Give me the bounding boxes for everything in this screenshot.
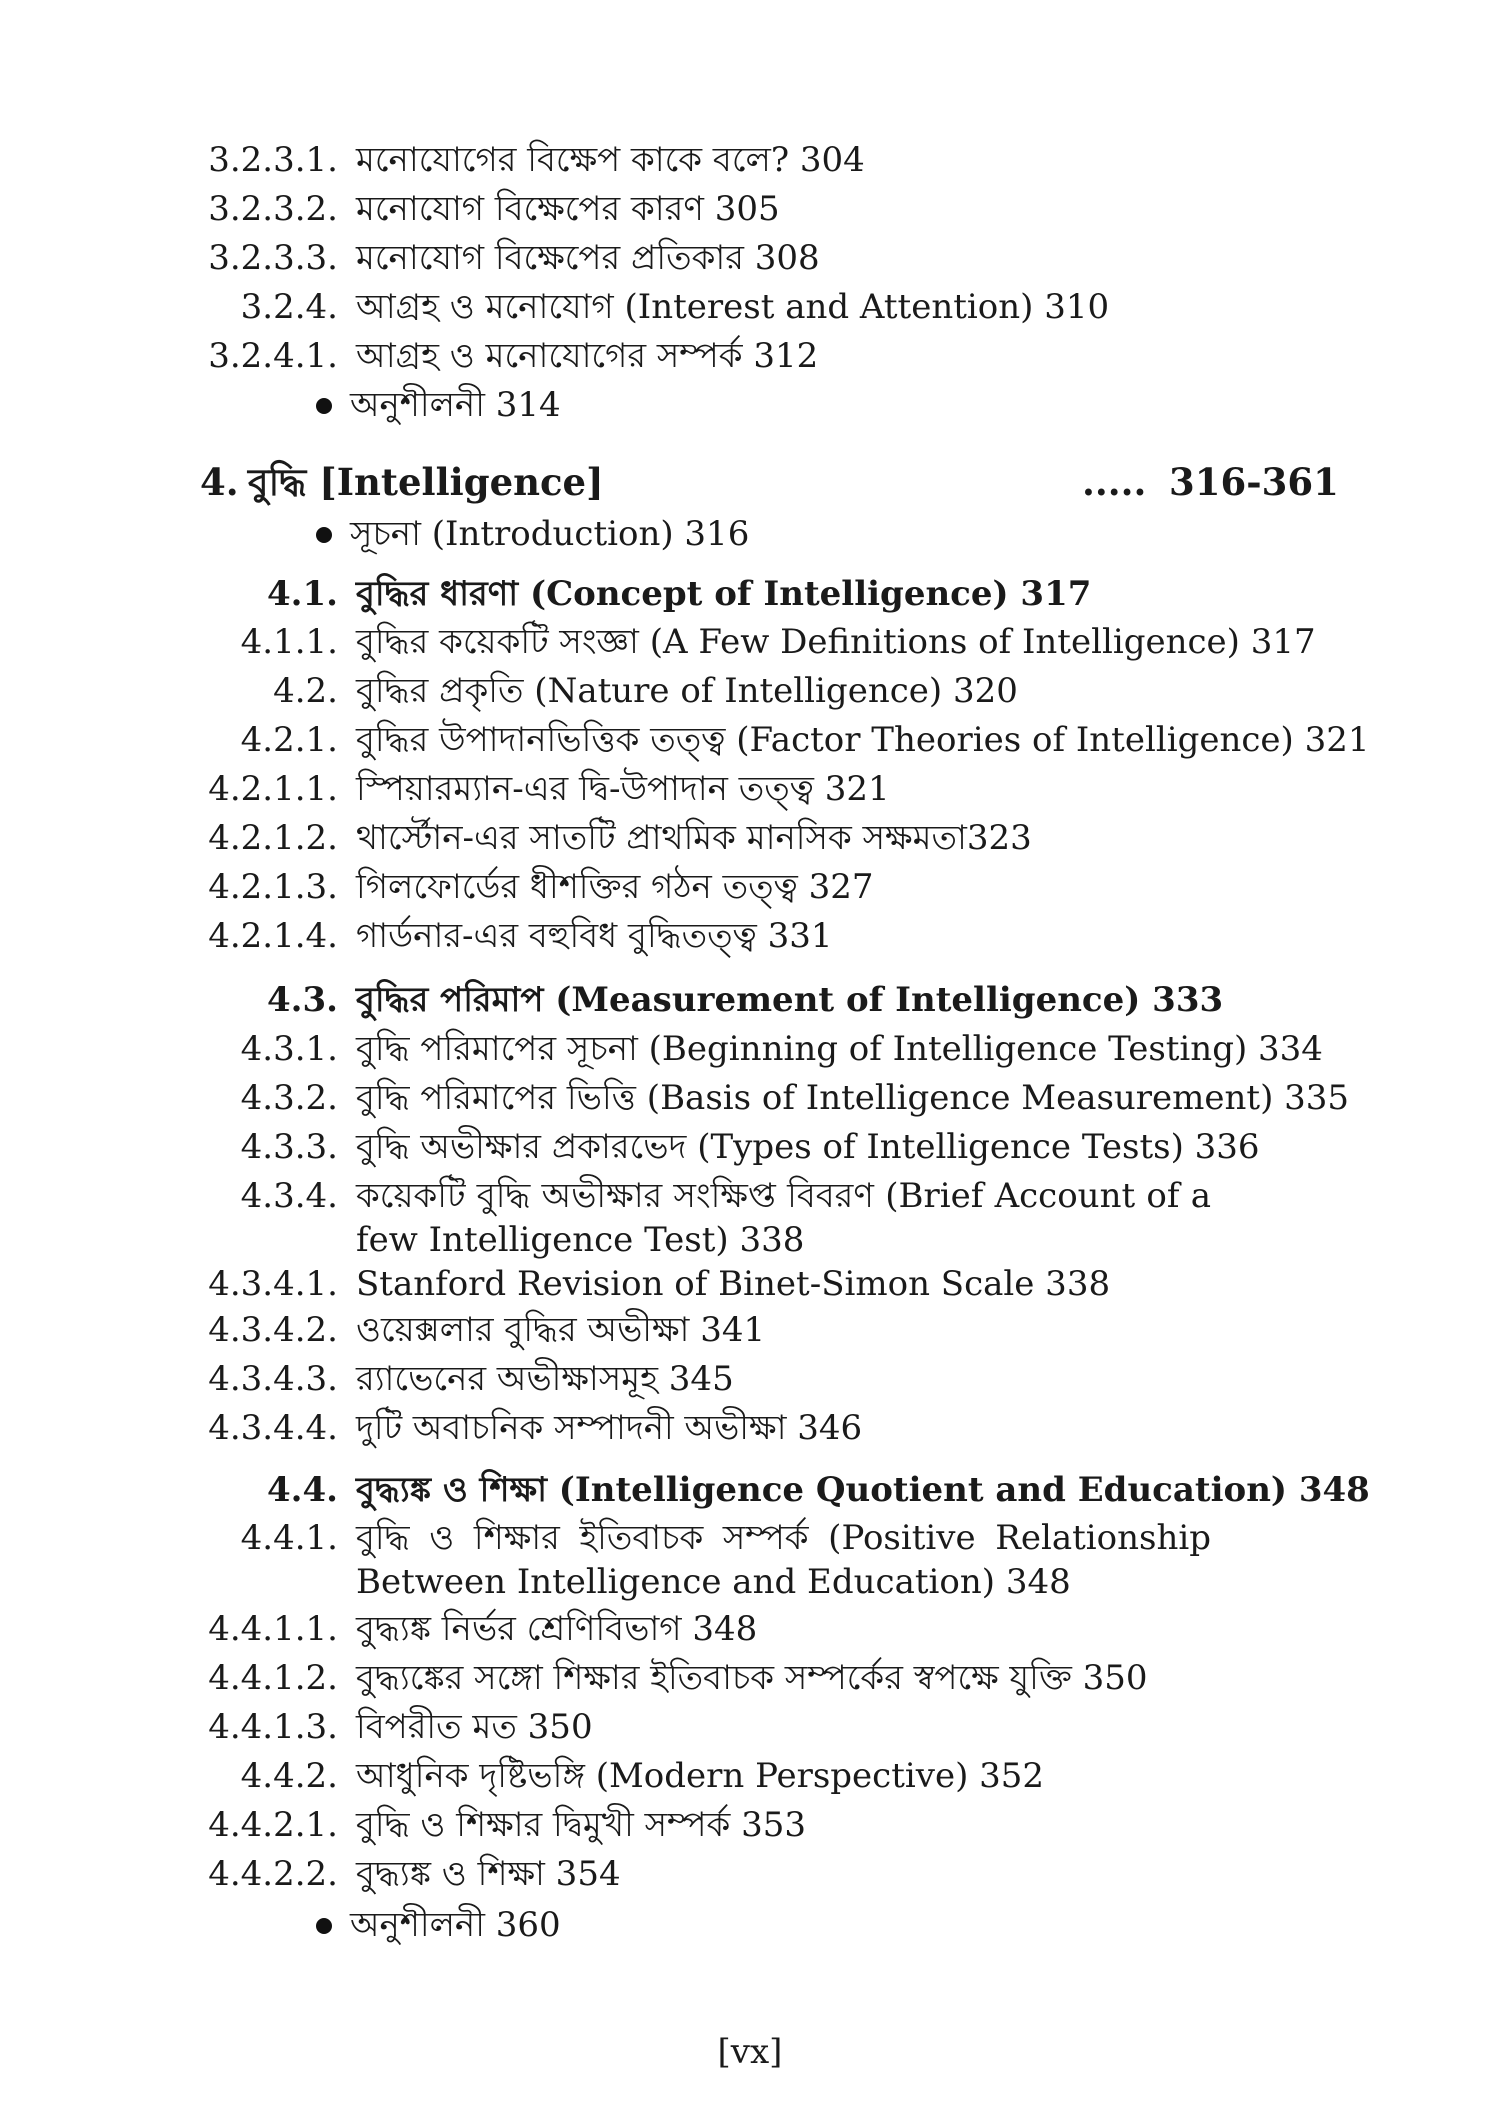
bullet-icon: [316, 527, 332, 543]
entry-title: বুদ্ধির ধারণা (Concept of Intelligence) 317: [356, 574, 1092, 614]
entry-title: Stanford Revision of Binet-Simon Scale 338: [356, 1264, 1111, 1304]
leader-dots: .....: [1082, 460, 1147, 504]
entry-title: অনুশীলনী 314: [350, 385, 561, 425]
entry-title: কয়েকটি বুদ্ধি অভীক্ষার সংক্ষিপ্ত বিবরণ (Brief Account of a few Intelligence Test) 338: [356, 1176, 1211, 1260]
entry-number: 3.2.3.2.: [208, 189, 338, 229]
entry-number: 4.4.2.2.: [208, 1854, 338, 1894]
page-range: 316-361: [1169, 460, 1339, 504]
entry-number: 4.3.: [267, 980, 338, 1020]
entry-number: 4.4.1.1.: [208, 1609, 338, 1649]
entry-number: 4.1.1.: [240, 622, 338, 662]
entry-title: বুদ্ধির পরিমাপ (Measurement of Intelligence) 333: [356, 980, 1224, 1020]
entry-title: বুদ্ধি পরিমাপের সূচনা (Beginning of Intelligence Testing) 334: [356, 1029, 1323, 1069]
entry-title: আগ্রহ ও মনোযোগের সম্পর্ক 312: [356, 336, 819, 376]
entry-number: 4.2.1.4.: [208, 916, 338, 956]
bullet-icon: [316, 1918, 332, 1934]
entry-title: বুদ্ধি ও শিক্ষার ইতিবাচক সম্পর্ক (Positive Relationship Between Intelligence and Education) 348: [356, 1518, 1211, 1602]
entry-number: 4.4.1.3.: [208, 1707, 338, 1747]
entry-title: আধুনিক দৃষ্টিভঙ্গি (Modern Perspective) 352: [356, 1756, 1045, 1796]
entry-number: 4.2.1.: [240, 720, 338, 760]
entry-title: মনোযোগ বিক্ষেপের প্রতিকার 308: [356, 238, 820, 278]
entry-title: বুদ্ধি ও শিক্ষার দ্বিমুখী সম্পর্ক 353: [356, 1805, 807, 1845]
entry-title: বুদ্ধি পরিমাপের ভিত্তি (Basis of Intelligence Measurement) 335: [356, 1078, 1350, 1118]
entry-number: 4.3.2.: [240, 1078, 338, 1118]
entry-number: 4.3.4.2.: [208, 1310, 338, 1350]
entry-title: র‍্যাভেনের অভীক্ষাসমূহ 345: [356, 1359, 734, 1399]
entry-number: 3.2.3.1.: [208, 140, 338, 180]
entry-number: 4.3.4.1.: [208, 1264, 338, 1304]
entry-number: 3.2.4.1.: [208, 336, 338, 376]
entry-number: 4.3.3.: [240, 1127, 338, 1167]
entry-number: 4.2.1.2.: [208, 818, 338, 858]
entry-title: বুদ্ধ্যঙ্ক নির্ভর শ্রেণিবিভাগ 348: [356, 1609, 758, 1649]
entry-number: 3.2.3.3.: [208, 238, 338, 278]
entry-number: 4.1.: [267, 574, 338, 614]
bullet-icon: [316, 398, 332, 414]
entry-title: মনোযোগ বিক্ষেপের কারণ 305: [356, 189, 780, 229]
entry-number: 4.2.: [273, 671, 338, 711]
entry-number: 3.2.4.: [240, 287, 338, 327]
entry-title: বুদ্ধির কয়েকটি সংজ্ঞা (A Few Definitions of Intelligence) 317: [356, 622, 1316, 662]
entry-title: সূচনা (Introduction) 316: [350, 514, 750, 554]
entry-number: 4.3.4.3.: [208, 1359, 338, 1399]
entry-title: ওয়েক্সলার বুদ্ধির অভীক্ষা 341: [356, 1310, 766, 1350]
entry-number: 4.4.: [267, 1470, 338, 1510]
entry-number: 4.4.2.1.: [208, 1805, 338, 1845]
entry-title: বুদ্ধ্যঙ্ক ও শিক্ষা 354: [356, 1854, 621, 1894]
entry-number: 4.2.1.1.: [208, 769, 338, 809]
entry-number: 4.4.1.2.: [208, 1658, 338, 1698]
entry-title: স্পিয়ারম্যান-এর দ্বি-উপাদান তত্ত্ব 321: [356, 769, 890, 809]
entry-number: 4.3.4.: [240, 1176, 338, 1216]
entry-number: 4.2.1.3.: [208, 867, 338, 907]
chapter-number: 4.: [200, 460, 239, 504]
entry-title: বুদ্ধির উপাদানভিত্তিক তত্ত্ব (Factor Theories of Intelligence) 321: [356, 720, 1370, 760]
entry-title: বিপরীত মত 350: [356, 1707, 593, 1747]
entry-title: মনোযোগের বিক্ষেপ কাকে বলে? 304: [356, 140, 865, 180]
entry-title: আগ্রহ ও মনোযোগ (Interest and Attention) 310: [356, 287, 1110, 327]
entry-number: 4.4.1.: [240, 1518, 338, 1558]
entry-title: দুটি অবাচনিক সম্পাদনী অভীক্ষা 346: [356, 1408, 863, 1448]
entry-title: থার্স্টোন-এর সাতটি প্রাথমিক মানসিক সক্ষমতা323: [356, 818, 1032, 858]
entry-title: গিলফোর্ডের ধীশক্তির গঠন তত্ত্ব 327: [356, 867, 874, 907]
entry-number: 4.4.2.: [240, 1756, 338, 1796]
entry-number: 4.3.1.: [240, 1029, 338, 1069]
entry-title: অনুশীলনী 360: [350, 1905, 561, 1945]
entry-number: 4.3.4.4.: [208, 1408, 338, 1448]
entry-title: বুদ্ধ্যঙ্কের সঙ্গো শিক্ষার ইতিবাচক সম্পর্কের স্বপক্ষে যুক্তি 350: [356, 1658, 1148, 1698]
entry-title: বুদ্ধি অভীক্ষার প্রকারভেদ (Types of Intelligence Tests) 336: [356, 1127, 1260, 1167]
page-number: [vx]: [717, 2032, 783, 2072]
entry-title: বুদ্ধির প্রকৃতি (Nature of Intelligence) 320: [356, 671, 1018, 711]
entry-title: গার্ডনার-এর বহুবিধ বুদ্ধিতত্ত্ব 331: [356, 916, 833, 956]
chapter-title: বুদ্ধি [Intelligence]: [248, 460, 604, 504]
entry-title: বুদ্ধ্যঙ্ক ও শিক্ষা (Intelligence Quotient and Education) 348: [356, 1470, 1370, 1510]
